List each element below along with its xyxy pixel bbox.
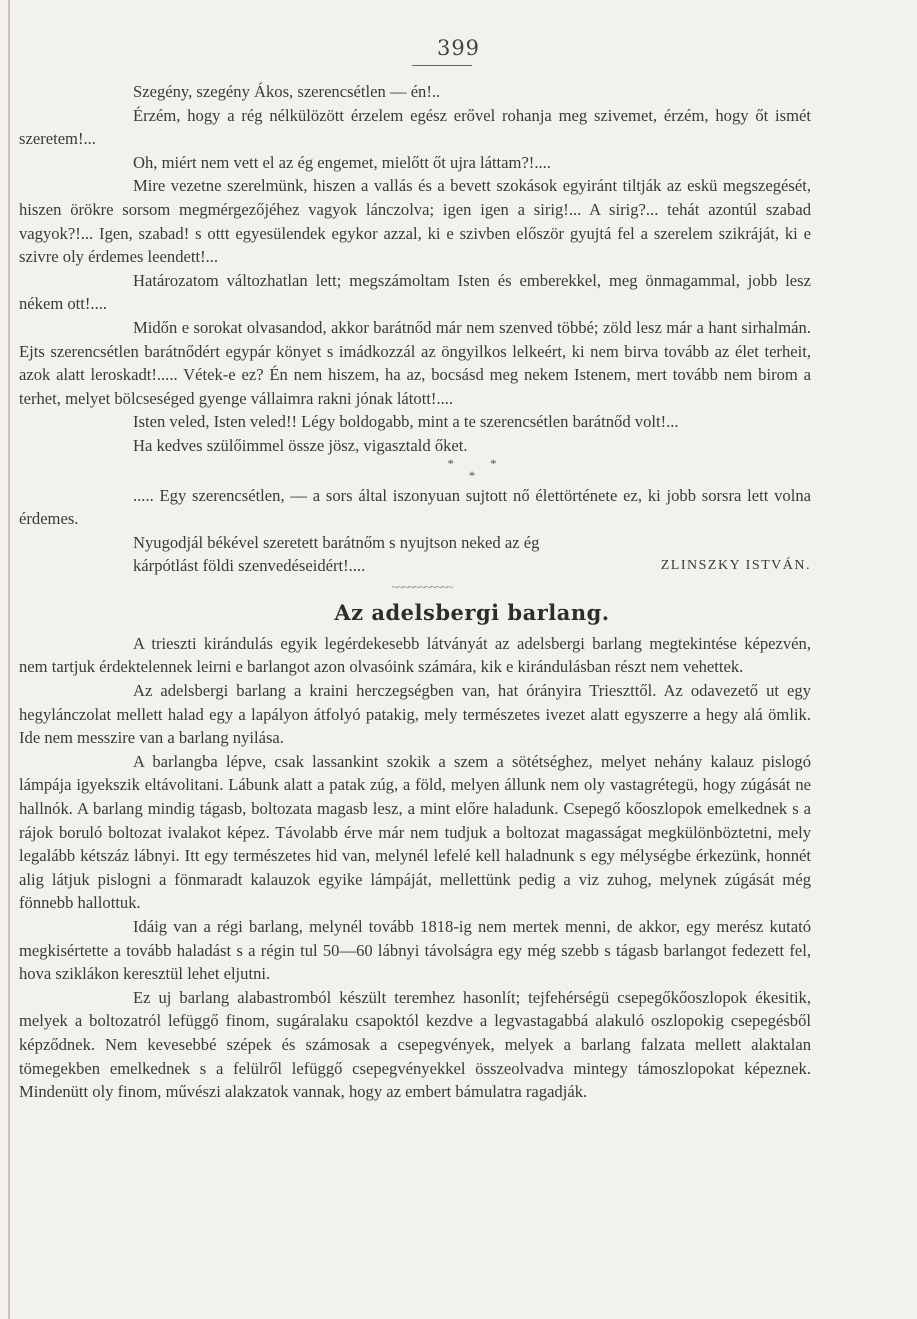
letter-paragraph-6: Midőn e sorokat olvasandod, akkor barátnőd már nem szenved többé; zöld lesz már a hant sirhalmán. Ejts szerencsétlen barátnődért egypár könyet s imádkozzál az öngyilkos lelkeért, ki nem birva tovább az élet terheit, azok alatt leroskadt!..... Vétek-e ez? Én nem hiszem, ha az, bocsásd meg nekem Istenem, mert tovább nem birom a terhet, melyet bölcseséged gyenge vállaimra rakni jónak látott!.... [19, 317, 811, 408]
letter-paragraph-7: Isten veled, Isten veled!! Légy boldogabb, mint a te szerencsétlen barátnőd volt!... [133, 412, 679, 432]
article-paragraph-3: A barlangba lépve, csak lassankint szokik a szem a sötétséghez, melyet nehány kalauz pislogó lámpája igyekszik eltávolitani. Lábunk alatt a patak zúg, a föld, melyen állunk nem oly vastagrétegü, hogy zúgását ne hallnók. A barlang mindig tágasb, boltozata magasb lesz, a mint előre haladunk. Csepegő kőoszlopok emelkednek s a rájok boruló boltozat ivalakot képez. Távolabb érve már nem tudjuk a boltozat magasságat megkülönböztetni, mely legalább kétszáz lábnyi. Itt egy természetes hid van, melynél lefelé kell haladnunk s egy mélységbe érkezünk, honnét alig látjuk pislogni a fönmaradt kalauzok egyike lámpáját, mellettünk pedig a viz zuhog, melynek zúgását még fönnebb hallottuk. [19, 751, 811, 913]
page-number-rule [412, 65, 472, 66]
article-paragraph-2: Az adelsbergi barlang a kraini herczegségben van, hat órányira Trieszttől. Az odavezető ut egy hegylánczolat mellett halad egy a lapályon átfolyó patakig, mely természetes ivezet alatt egyszerre a hegy alá ömlik. Ide nem messzire van a barlang nyilása. [19, 681, 811, 748]
epilogue-paragraph-2: Nyugodjál békével szeretett barátnőm s nyujtson neked az ég kárpótlást földi szenvedéseidért!.... [133, 532, 540, 576]
epilogue-paragraph-1: ..... Egy szerencsétlen, — a sors által iszonyuan sujtott nő élettörténete ez, ki jobb sorsra lett volna érdemes. [19, 485, 811, 529]
letter-paragraph-2: Érzém, hogy a rég nélkülözött érzelem egész erővel rohanja meg szivemet, érzém, hogy őt ismét szeretem!... [19, 105, 811, 149]
letter-paragraph-4: Mire vezetne szerelmünk, hiszen a vallás és a bevett szokások egyiránt tiltják az eskü megszegését, hiszen örökre sorsom megmérgezőjéhez vagyok lánczolva; igen igen a sirig!... A sirig?... tehát azontúl szabad vagyok?!... Igen, szabad! s ottt egyesülendek egykor azzal, ki e szivben először gyujtá fel a szerelem szikráját, ki e szivre oly érdemes leendett!... [19, 176, 811, 267]
page-edge [8, 0, 10, 1319]
page-body [19, 80, 811, 1104]
page-number: 399 [436, 36, 481, 60]
letter-paragraph-8: Ha kedves szülőimmel össze jösz, vigasztald őket. [133, 435, 468, 455]
letter-paragraph-1: Szegény, szegény Ákos, szerencsétlen — én!.. [133, 82, 441, 101]
article-paragraph-1: A trieszti kirándulás egyik legérdekesebb látványát az adelsbergi barlang megtekintése képezvén, nem tartjuk érdektelennek leirni e barlangot azon olvasóink számára, kik e kirándulásban részt nem vehettek. [19, 633, 811, 677]
signature-line [133, 531, 811, 578]
article-heading: Az adelsbergi barlang. [334, 599, 610, 625]
section-stars [133, 455, 811, 483]
star-2: * [490, 455, 533, 471]
wavy-divider: ~~~~~~~~~~~ [391, 579, 453, 594]
letter-paragraph-5: Határozatom változhatlan lett; megszámoltam Isten és emberekkel, meg önmagammal, jobb lesz nékem ott!.... [19, 270, 811, 314]
article-paragraph-4: Idáig van a régi barlang, melynél tovább 1818-ig nem mertek menni, de akkor, egy merész kutató megkisértette a tovább haladást s a régin tul 50—60 lábnyi távolságra egy még szebb s tágasb barlangot fedezett fel, hova sziklákon keresztül lehet eljutni. [19, 917, 811, 984]
letter-paragraph-3: Oh, miért nem vett el az ég engemet, mielőtt őt ujra láttam?!.... [133, 152, 551, 172]
star-1: * [447, 455, 490, 471]
author-signature: ZLINSZKY ISTVÁN. [660, 558, 811, 574]
star-3: * [468, 467, 476, 483]
article-paragraph-5: Ez uj barlang alabastromból készült teremhez hasonlít; tejfehérségü csepegőkőoszlopok ékesitik, melyek a boltozatról lefüggő finom, sugáralaku csapoktól kezdve a legvastagabbá alakuló oszlopokig csepegésből képződnek. Nem kevesebbé szépek és számosak a csepegvények, melyek a barlang falzata mellett alaktalan tömegekben emelkednek s a felülről lefüggő csepegvényekkel összeolvadva mintegy támoszlopokat képeznek. Mindenütt oly finom, művészi alakzatok vannak, hogy az embert bámulatra ragadják. [19, 987, 811, 1102]
